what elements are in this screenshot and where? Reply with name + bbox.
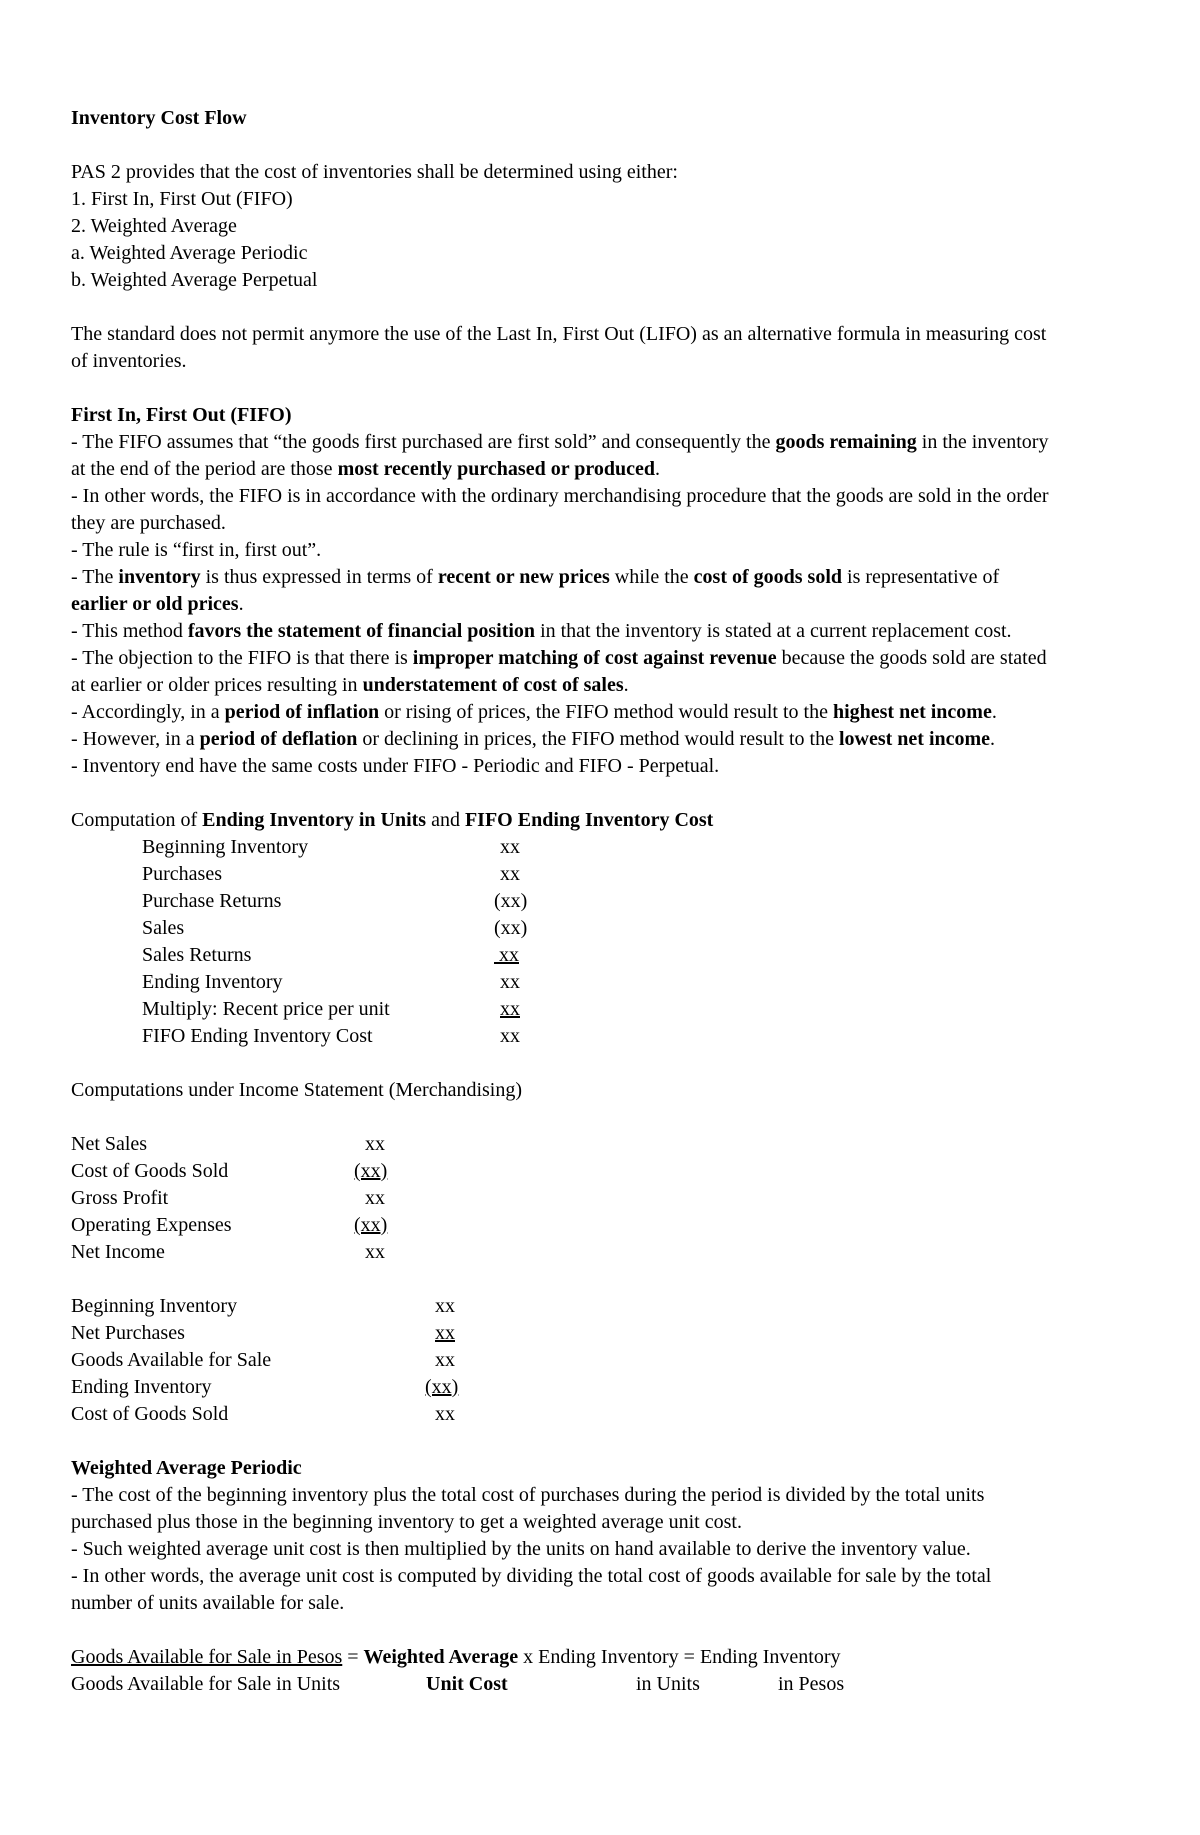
wap-bullet-2: - Such weighted average unit cost is then multiplied by the units on hand available to derive the inventory value. <box>71 1538 971 1560</box>
wap-bullet-3-cont: number of units available for sale. <box>71 1592 345 1614</box>
table-row-value: xx <box>500 1025 520 1047</box>
table-row-label: Cost of Goods Sold <box>71 1403 229 1425</box>
wap-heading: Weighted Average Periodic <box>71 1457 302 1479</box>
table-row-label: Purchase Returns <box>142 890 282 912</box>
table-row-value: xx <box>435 1295 455 1317</box>
table-row-value: xx <box>500 971 520 993</box>
table-row-value: (xx) <box>425 1376 459 1398</box>
fifo-bullet-5: - This method favors the statement of financial position in that the inventory is stated at a current replacement cost. <box>71 620 1012 642</box>
table-row-value: xx <box>435 1349 455 1371</box>
fifo-bullet-6: - The objection to the FIFO is that there is improper matching of cost against revenue because the goods sold are stated <box>71 647 1047 669</box>
table-row-label: Ending Inventory <box>142 971 283 993</box>
table-row-label: Ending Inventory <box>71 1376 212 1398</box>
doc-title: Inventory Cost Flow <box>71 107 247 129</box>
intro-lead: PAS 2 provides that the cost of inventories shall be determined using either: <box>71 161 678 183</box>
list-item: 2. Weighted Average <box>71 215 237 237</box>
fifo-bullet-9: - Inventory end have the same costs under FIFO - Periodic and FIFO - Perpetual. <box>71 755 720 777</box>
fifo-bullet-7: - Accordingly, in a period of inflation or rising of prices, the FIFO method would result to the highest net income. <box>71 701 997 723</box>
fifo-bullet-1: - The FIFO assumes that “the goods first purchased are first sold” and consequently the goods remaining in the inventory <box>71 431 1049 453</box>
formula-in-pesos: in Pesos <box>778 1673 845 1695</box>
computation-heading: Computation of Ending Inventory in Units and FIFO Ending Inventory Cost <box>71 809 714 831</box>
table-row-label: Operating Expenses <box>71 1214 232 1236</box>
fifo-bullet-2-cont: they are purchased. <box>71 512 226 534</box>
table-row-value: xx <box>500 863 520 885</box>
table-row-value: (xx) <box>354 1214 388 1236</box>
table-row-value: (xx) <box>494 890 528 912</box>
fifo-bullet-2: - In other words, the FIFO is in accordance with the ordinary merchandising procedure that the goods are sold in the order <box>71 485 1049 507</box>
lifo-note: The standard does not permit anymore the use of the Last In, First Out (LIFO) as an alternative formula in measuring cost <box>71 323 1047 345</box>
table-row-value: (xx) <box>494 917 528 939</box>
table-row-label: Net Sales <box>71 1133 148 1155</box>
income-heading: Computations under Income Statement (Merchandising) <box>71 1079 523 1101</box>
table-row-label: FIFO Ending Inventory Cost <box>142 1025 373 1047</box>
fifo-heading: First In, First Out (FIFO) <box>71 404 292 426</box>
fifo-bullet-4-cont: earlier or old prices. <box>71 593 244 615</box>
wap-bullet-3: - In other words, the average unit cost is computed by dividing the total cost of goods available for sale by the total <box>71 1565 992 1587</box>
table-row-label: Beginning Inventory <box>71 1295 238 1317</box>
table-row-label: Purchases <box>142 863 222 885</box>
fifo-bullet-4: - The inventory is thus expressed in terms of recent or new prices while the cost of goods sold is representative of <box>71 566 1000 588</box>
fifo-bullet-1-cont: at the end of the period are those most recently purchased or produced. <box>71 458 660 480</box>
lifo-note-cont: of inventories. <box>71 350 187 372</box>
table-row-label: Sales <box>142 917 185 939</box>
fifo-bullet-8: - However, in a period of deflation or declining in prices, the FIFO method would result to the lowest net income. <box>71 728 996 750</box>
table-row-label: Goods Available for Sale <box>71 1349 272 1371</box>
table-row-label: Net Income <box>71 1241 165 1263</box>
table-row-value: xx <box>365 1241 385 1263</box>
formula-in-units: in Units <box>636 1673 700 1695</box>
table-row-value: (xx) <box>354 1160 388 1182</box>
table-row-value: xx <box>494 944 519 966</box>
table-row-label: Gross Profit <box>71 1187 169 1209</box>
list-item: 1. First In, First Out (FIFO) <box>71 188 293 210</box>
wap-bullet-1: - The cost of the beginning inventory plus the total cost of purchases during the period is divided by the total units <box>71 1484 985 1506</box>
table-row-value: xx <box>500 836 520 858</box>
table-row-value: xx <box>500 998 520 1020</box>
table-row-label: Beginning Inventory <box>142 836 309 858</box>
table-row-value: xx <box>365 1187 385 1209</box>
table-row-label: Multiply: Recent price per unit <box>142 998 390 1020</box>
fifo-bullet-6-cont: at earlier or older prices resulting in understatement of cost of sales. <box>71 674 629 696</box>
table-row-label: Sales Returns <box>142 944 252 966</box>
table-row-value: xx <box>365 1133 385 1155</box>
wap-bullet-1-cont: purchased plus those in the beginning inventory to get a weighted average unit cost. <box>71 1511 742 1533</box>
formula-line-1: Goods Available for Sale in Pesos = Weighted Average x Ending Inventory = Ending Inventory <box>71 1646 841 1668</box>
formula-denominator: Goods Available for Sale in Units <box>71 1673 341 1695</box>
table-row-value: xx <box>435 1403 455 1425</box>
table-row-label: Net Purchases <box>71 1322 185 1344</box>
table-row-value: xx <box>435 1322 455 1344</box>
table-row-label: Cost of Goods Sold <box>71 1160 229 1182</box>
list-item: a. Weighted Average Periodic <box>71 242 308 264</box>
formula-unit-cost: Unit Cost <box>426 1673 508 1695</box>
list-item: b. Weighted Average Perpetual <box>71 269 318 291</box>
fifo-bullet-3: - The rule is “first in, first out”. <box>71 539 322 561</box>
